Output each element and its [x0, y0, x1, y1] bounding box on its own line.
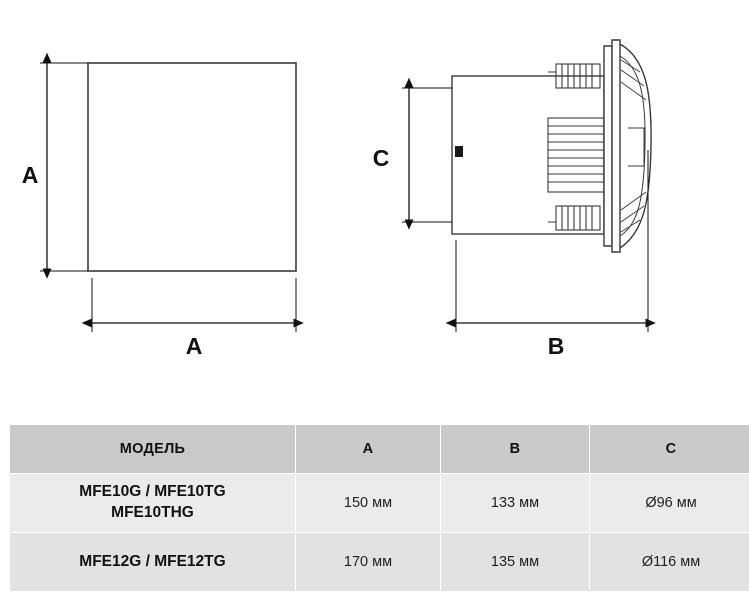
- specs-table: [9, 424, 749, 592]
- cell-model: MFE12G / MFE12TG: [10, 533, 296, 592]
- table-header-row: [10, 425, 749, 474]
- cell-c: Ø116 мм: [590, 533, 749, 592]
- cell-b: 133 мм: [441, 474, 590, 533]
- header-model: МОДЕЛЬ: [10, 425, 296, 474]
- model-name-line1: MFE10G / MFE10TG: [79, 483, 226, 501]
- cell-model: [10, 474, 296, 533]
- header-a: A: [296, 425, 441, 474]
- cell-b: 135 мм: [441, 533, 590, 592]
- front-view-drawing: [40, 63, 296, 332]
- cell-a: 170 мм: [296, 533, 441, 592]
- specs-table-header: [10, 425, 749, 474]
- model-name-line2: MFE10THG: [111, 504, 194, 521]
- side-view-drawing: [402, 40, 651, 332]
- cell-a: 150 мм: [296, 474, 441, 533]
- specs-table-body: [10, 474, 749, 592]
- side-view-horizontal-dimension-label: B: [547, 333, 565, 359]
- header-c: C: [590, 425, 749, 474]
- front-view-vertical-dimension-label: A: [21, 162, 39, 188]
- table-row: [10, 533, 749, 592]
- cell-c: Ø96 мм: [590, 474, 749, 533]
- header-b: B: [441, 425, 590, 474]
- specs-table-container: [9, 424, 740, 592]
- side-view-vertical-dimension-label: C: [372, 145, 390, 171]
- table-row: [10, 474, 749, 533]
- front-view-horizontal-dimension-label: A: [185, 333, 203, 359]
